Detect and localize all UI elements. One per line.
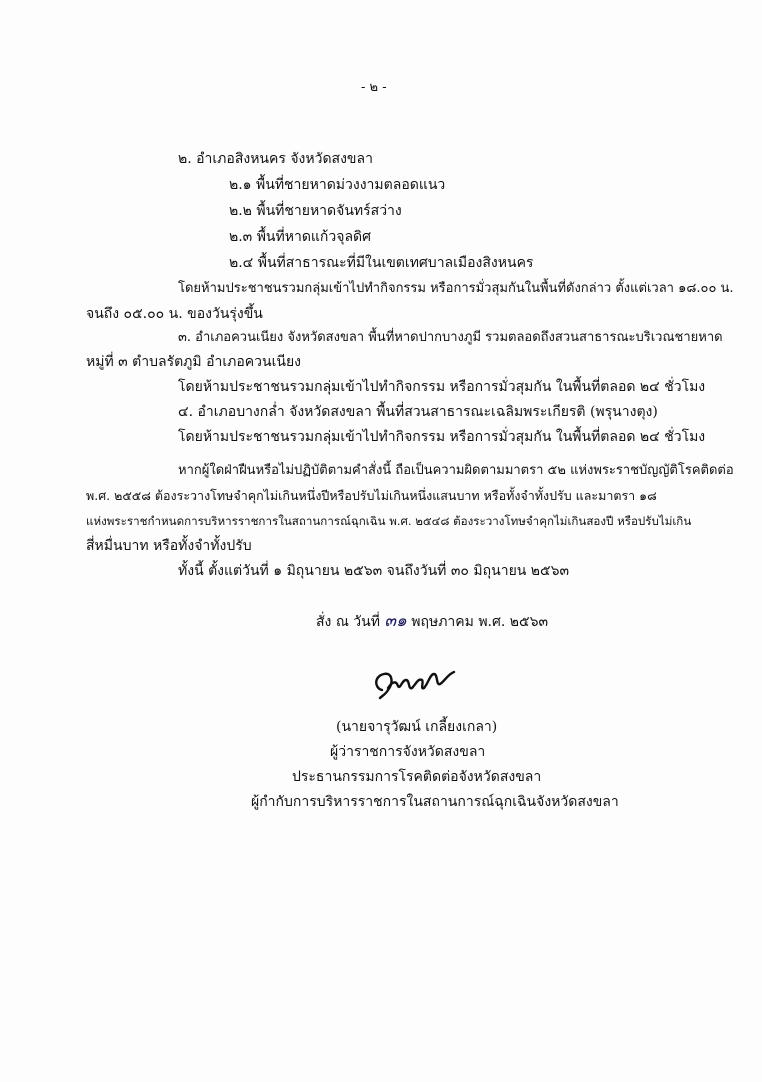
section-2-item: ๒.๔ พื้นที่สาธารณะที่มีในเขตเทศบาลเมืองสิงหนคร	[229, 255, 534, 271]
section-2-ban-line: จนถึง ๐๕.๐๐ น. ของวันรุ่งขึ้น	[86, 306, 263, 322]
order-date-day: ๓๑	[384, 611, 407, 631]
penalty-line: พ.ศ. ๒๕๕๘ ต้องระวางโทษจำคุกไม่เกินหนึ่งปีหรือปรับไม่เกินหนึ่งแสนบาท หรือทั้งจำทั้งปรับ และมาตรา ๑๘	[86, 488, 657, 503]
section-4-ban: โดยห้ามประชาชนรวมกลุ่มเข้าไปทำกิจกรรม หรือการมั่วสุมกัน ในพื้นที่ตลอด ๒๔ ชั่วโมง	[178, 429, 706, 445]
page-number: - ๒ -	[361, 80, 387, 95]
section-4-line: ๔. อำเภอบางกล่ำ จังหวัดสงขลา พื้นที่สวนสาธารณะเฉลิมพระเกียรติ (พรุนางตุง)	[178, 404, 658, 420]
section-3-ban: โดยห้ามประชาชนรวมกลุ่มเข้าไปทำกิจกรรม หรือการมั่วสุมกัน ในพื้นที่ตลอด ๒๔ ชั่วโมง	[178, 379, 706, 395]
signatory-position: ผู้กำกับการบริหารราชการในสถานการณ์ฉุกเฉินจังหวัดสงขลา	[251, 794, 619, 810]
order-date-suffix: พฤษภาคม พ.ศ. ๒๕๖๓	[411, 614, 549, 630]
effective-period: ทั้งนี้ ตั้งแต่วันที่ ๑ มิถุนายน ๒๕๖๓ จนถึงวันที่ ๓๐ มิถุนายน ๒๕๖๓	[178, 563, 570, 579]
section-3-line: ๓. อำเภอควนเนียง จังหวัดสงขลา พื้นที่หาดปากบางภูมี รวมตลอดถึงสวนสาธารณะบริเวณชายหาด	[178, 330, 723, 345]
section-2-item: ๒.๒ พื้นที่ชายหาดจันทร์สว่าง	[229, 203, 402, 219]
penalty-line: สี่หมื่นบาท หรือทั้งจำทั้งปรับ	[86, 538, 252, 554]
section-2-ban-line: โดยห้ามประชาชนรวมกลุ่มเข้าไปทำกิจกรรม หรือการมั่วสุมกันในพื้นที่ดังกล่าว ตั้งแต่เวลา ๑๘.๐๐ น.	[178, 281, 734, 296]
section-3-line: หมู่ที่ ๓ ตำบลรัตภูมิ อำเภอควนเนียง	[86, 354, 301, 370]
section-2-item: ๒.๓ พื้นที่หาดแก้วจุลดิศ	[229, 229, 372, 245]
section-2-item: ๒.๑ พื้นที่ชายหาดม่วงงามตลอดแนว	[229, 177, 446, 193]
order-date-prefix: สั่ง ณ วันที่	[316, 614, 380, 630]
signatory-position: ผู้ว่าราชการจังหวัดสงขลา	[330, 744, 486, 760]
penalty-line: แห่งพระราชกำหนดการบริหารราชการในสถานการณ์ฉุกเฉิน พ.ศ. ๒๕๔๘ ต้องระวางโทษจำคุกไม่เกินสองปี หรือปรับไม่เกิน	[86, 514, 692, 528]
signature-image	[368, 660, 460, 704]
order-date	[316, 612, 548, 631]
signatory-position: ประธานกรรมการโรคติดต่อจังหวัดสงขลา	[292, 769, 542, 785]
section-2-heading: ๒. อำเภอสิงหนคร จังหวัดสงขลา	[178, 151, 373, 167]
penalty-line: หากผู้ใดฝ่าฝืนหรือไม่ปฏิบัติตามคำสั่งนี้ ถือเป็นความผิดตามมาตรา ๕๒ แห่งพระราชบัญญัติโรคติดต่อ	[178, 463, 734, 478]
signatory-name: (นายจารุวัฒน์ เกลี้ยงเกลา)	[336, 719, 498, 735]
